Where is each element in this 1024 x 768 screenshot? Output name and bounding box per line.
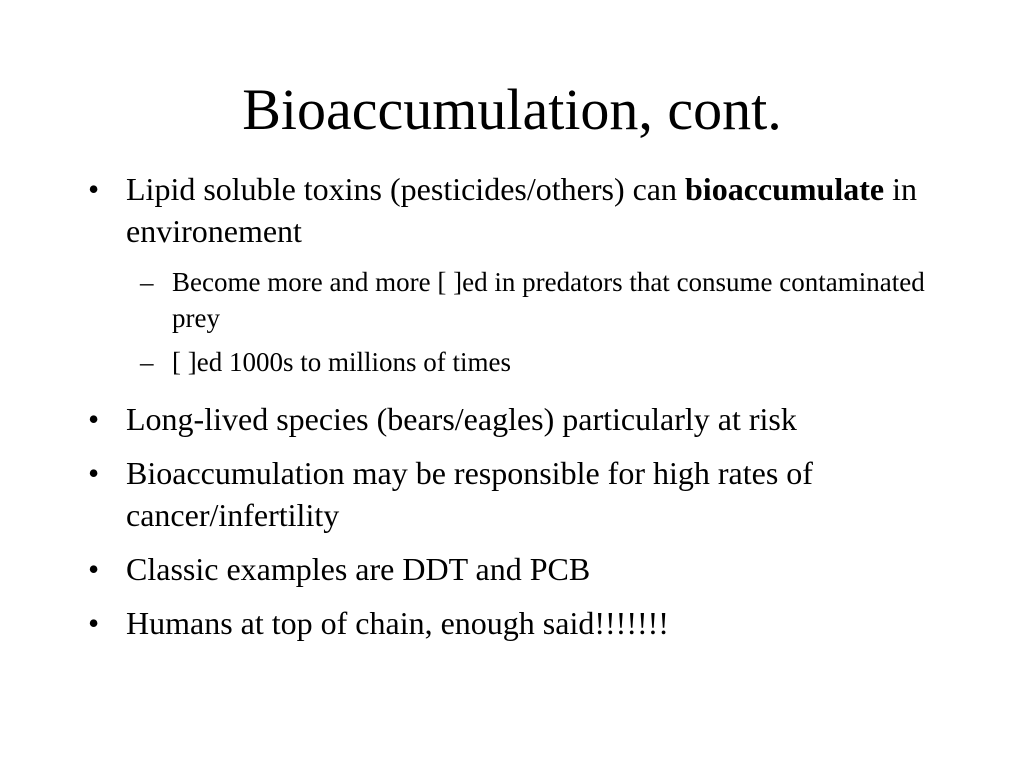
sub-bullet-marker: – [140,267,154,297]
bullet-item [88,548,948,590]
bullet-text: Bioaccumulation may be responsible for high rates of cancer/infertility [126,455,813,533]
sub-bullet-item [88,344,948,380]
bullet-text: Lipid soluble toxins (pesticides/others) can [126,171,685,207]
sub-bullet-item [88,264,948,336]
bullet-text: Classic examples are DDT and PCB [126,551,591,587]
slide-body [88,168,948,656]
sub-bullet-text: Become more and more [ ]ed in predators that consume contaminated prey [172,267,925,333]
bullet-marker: • [88,605,100,641]
slide-title: Bioaccumulation, cont. [242,77,782,142]
bullet-marker: • [88,171,100,207]
bullet-item [88,602,948,644]
bullet-bold-term: bioaccumulate [685,171,885,207]
bullet-marker: • [88,401,100,437]
bullet-text-tail: in environement [126,171,917,249]
bullet-text: Long-lived species (bears/eagles) particularly at risk [126,401,797,437]
bullet-item [88,452,948,536]
bullet-item [88,168,948,252]
sub-bullet-marker: – [140,347,154,377]
bullet-item [88,398,948,440]
bullet-marker: • [88,551,100,587]
bullet-marker: • [88,455,100,491]
sub-bullet-text: [ ]ed 1000s to millions of times [172,347,511,377]
bullet-text: Humans at top of chain, enough said!!!!!!! [126,605,669,641]
